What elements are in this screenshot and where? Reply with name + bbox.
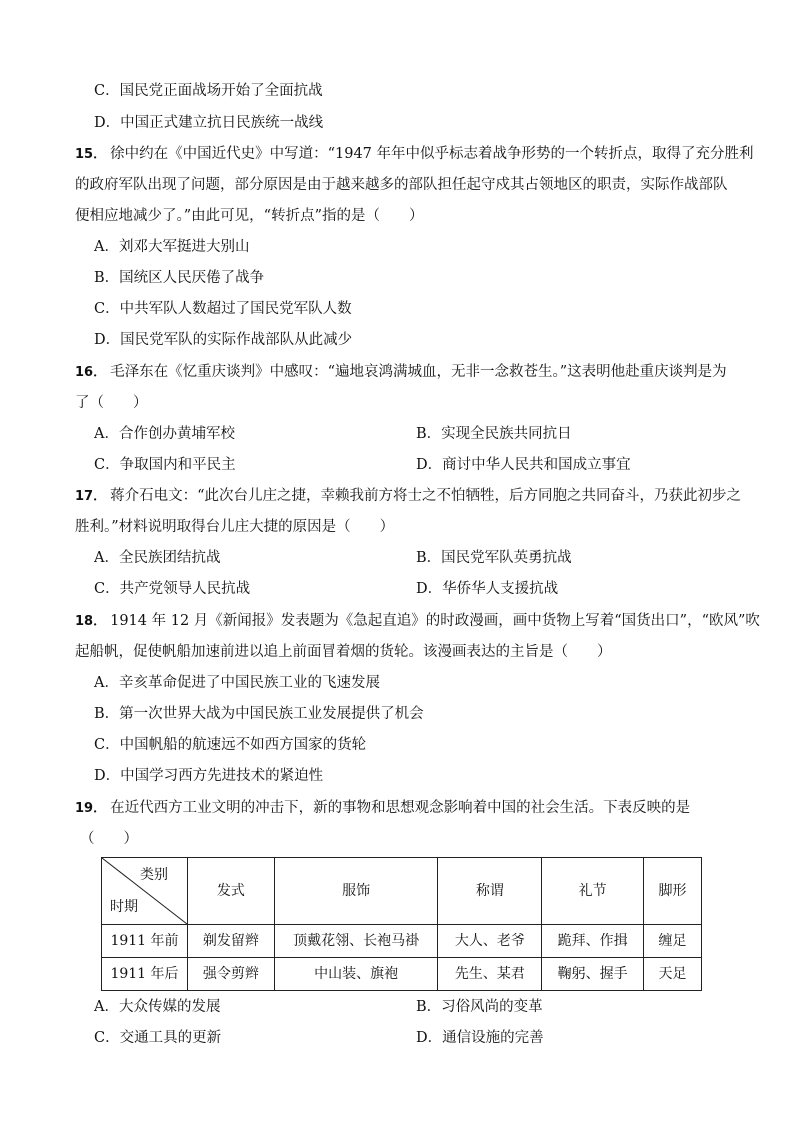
q15-option-c: C．中共军队人数超过了国民党军队人数 bbox=[94, 301, 352, 317]
q17-stem-line-1: 17． 蒋介石电文：“此次台儿庄之捷，幸赖我前方将士之不怕牺牲，后方同胞之共同奋斗，乃获此初步之 bbox=[75, 488, 742, 504]
corner-bottom-label: 时期 bbox=[110, 899, 138, 915]
table-cell: 强令剪辫 bbox=[188, 958, 275, 991]
table-row bbox=[102, 925, 702, 958]
table-cell: 缠足 bbox=[644, 925, 702, 958]
q19-number: 19． bbox=[75, 801, 107, 816]
q17-number: 17． bbox=[75, 489, 107, 504]
q19-stem-line-2: （ ） bbox=[80, 831, 138, 847]
q16-option-a: A．合作创办黄埔军校 bbox=[94, 426, 235, 442]
q18-number: 18． bbox=[75, 614, 107, 629]
q15-option-b: B．国统区人民厌倦了战争 bbox=[94, 270, 265, 286]
q18-stem-line-1: 18． 1914 年 12 月《新闻报》发表题为《急起直追》的时政漫画，画中货物上写着“国货出口”，“欧风”吹 bbox=[75, 613, 760, 629]
q16-option-b: B．实现全民族共同抗日 bbox=[416, 426, 572, 442]
table-cell: 1911 年前 bbox=[102, 925, 188, 958]
q19-option-c: C．交通工具的更新 bbox=[94, 1030, 222, 1046]
q15-stem-line-3: 便相应地减少了。”由此可见，“转折点”指的是（ ） bbox=[75, 208, 424, 224]
table-header-cell: 发式 bbox=[188, 858, 275, 925]
q15-option-d: D．国民党军队的实际作战部队从此减少 bbox=[94, 332, 353, 348]
q14-option-d: D．中国正式建立抗日民族统一战线 bbox=[94, 115, 324, 131]
q17-stem-line-2: 胜利。”材料说明取得台儿庄大捷的原因是（ ） bbox=[75, 519, 395, 535]
q19-stem-line-1: 19． 在近代西方工业文明的冲击下，新的事物和思想观念影响着中国的社会生活。下表反映的是 bbox=[75, 800, 691, 816]
table-cell: 鞠躬、握手 bbox=[542, 958, 644, 991]
table-header-cell: 服饰 bbox=[274, 858, 438, 925]
q18-option-d: D．中国学习西方先进技术的紧迫性 bbox=[94, 768, 324, 784]
q18-stem-line-2: 起船帆，促使帆船加速前进以追上前面冒着烟的货轮。该漫画表达的主旨是（ ） bbox=[75, 644, 612, 660]
table-cell: 1911 年后 bbox=[102, 958, 188, 991]
table-cell: 跪拜、作揖 bbox=[542, 925, 644, 958]
q19-option-b: B．习俗风尚的变革 bbox=[416, 999, 543, 1015]
q16-stem-line-1: 16． 毛泽东在《忆重庆谈判》中感叹：“遍地哀鸿满城血，无非一念救苍生。”这表明他赴重庆谈判是为 bbox=[75, 364, 727, 380]
q18-option-c: C．中国帆船的航速远不如西方国家的货轮 bbox=[94, 737, 367, 753]
q16-stem-line-2: 了（ ） bbox=[75, 395, 148, 411]
q18-option-b: B．第一次世界大战为中国民族工业发展提供了机会 bbox=[94, 706, 424, 722]
q17-option-a: A．全民族团结抗战 bbox=[94, 550, 221, 566]
q19-option-a: A．大众传媒的发展 bbox=[94, 999, 221, 1015]
table-row bbox=[102, 958, 702, 991]
q17-option-d: D．华侨华人支援抗战 bbox=[416, 581, 559, 597]
customs-comparison-table bbox=[101, 857, 702, 991]
table-header-cell: 礼节 bbox=[542, 858, 644, 925]
table-cell: 大人、老爷 bbox=[438, 925, 542, 958]
table-header-cell: 脚形 bbox=[644, 858, 702, 925]
q16-number: 16． bbox=[75, 365, 107, 380]
q17-option-c: C．共产党领导人民抗战 bbox=[94, 581, 251, 597]
q15-stem-line-1: 15． 徐中约在《中国近代史》中写道：“1947 年年中似乎标志着战争形势的一个转折点，取得了充分胜利 bbox=[75, 146, 754, 162]
q19-option-d: D．通信设施的完善 bbox=[416, 1030, 544, 1046]
q17-option-b: B．国民党军队英勇抗战 bbox=[416, 550, 572, 566]
q18-option-a: A．辛亥革命促进了中国民族工业的飞速发展 bbox=[94, 675, 380, 691]
corner-top-label: 类别 bbox=[140, 867, 168, 883]
q16-option-c: C．争取国内和平民主 bbox=[94, 457, 236, 473]
q14-option-c: C．国民党正面战场开始了全面抗战 bbox=[94, 83, 323, 99]
table-cell: 先生、某君 bbox=[438, 958, 542, 991]
table-cell: 剃发留辫 bbox=[188, 925, 275, 958]
table-cell: 中山装、旗袍 bbox=[274, 958, 438, 991]
q16-option-d: D．商讨中华人民共和国成立事宜 bbox=[416, 457, 631, 473]
q15-stem-line-2: 的政府军队出现了问题，部分原因是由于越来越多的部队担任起守戍其占领地区的职责，实际作战部队 bbox=[75, 177, 728, 193]
table-corner-cell bbox=[102, 858, 188, 925]
q15-number: 15． bbox=[75, 147, 107, 162]
table-cell: 天足 bbox=[644, 958, 702, 991]
table-header-row bbox=[102, 858, 702, 925]
q15-option-a: A．刘邓大军挺进大别山 bbox=[94, 239, 250, 255]
table-cell: 顶戴花翎、长袍马褂 bbox=[274, 925, 438, 958]
table-header-cell: 称谓 bbox=[438, 858, 542, 925]
